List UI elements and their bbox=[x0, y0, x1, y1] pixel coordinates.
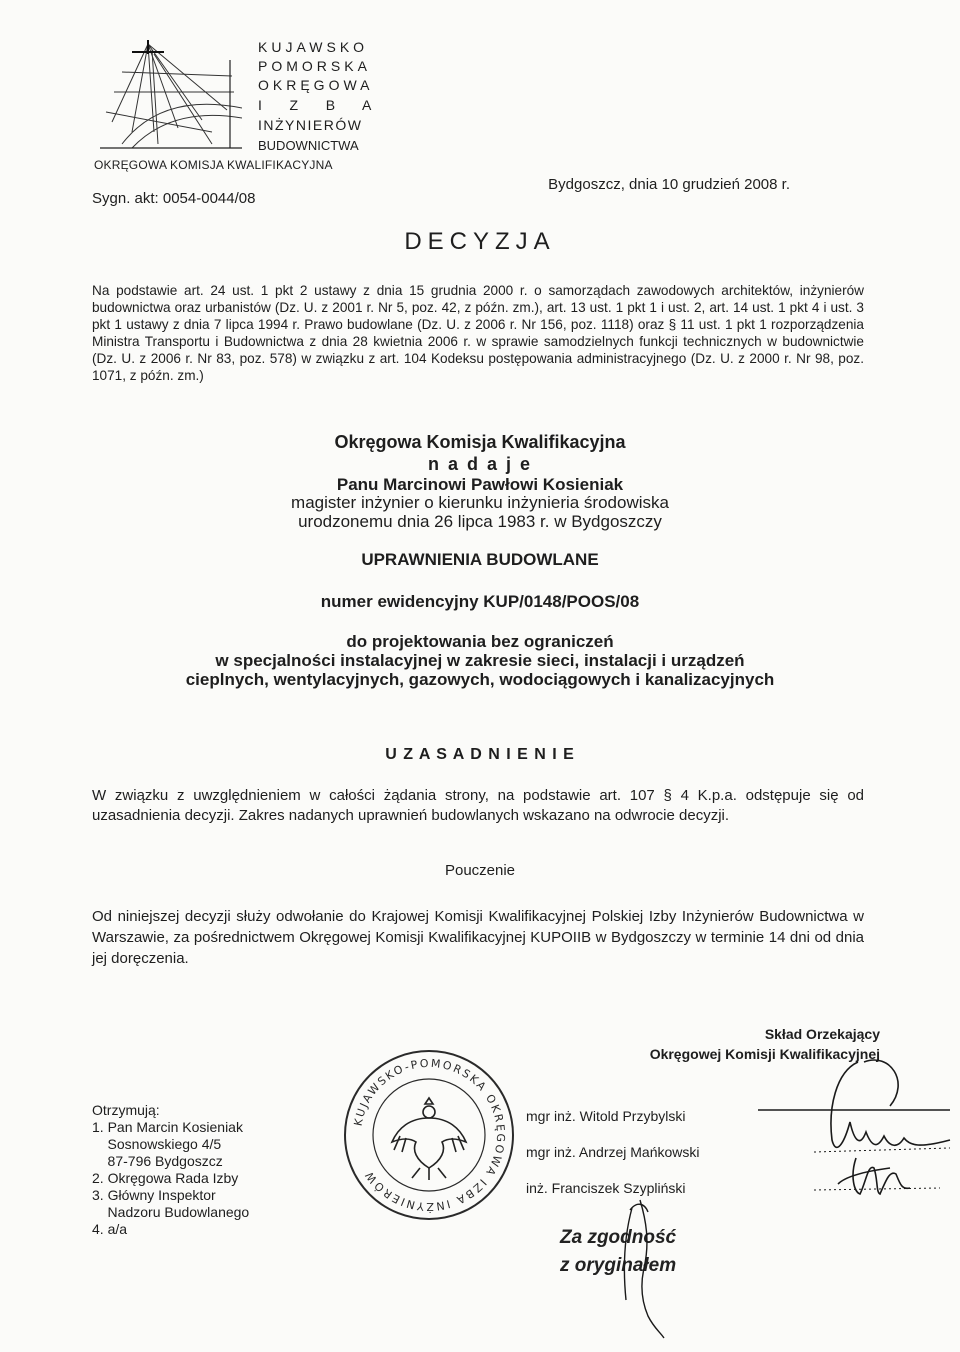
org-name-line-4: I Z B A bbox=[258, 97, 376, 113]
recipient-name: Panu Marcinowi Pawłowi Kosieniak bbox=[336, 475, 624, 494]
authority-name: Okręgowa Komisja Kwalifikacyjna bbox=[334, 432, 626, 452]
org-name-line-6: BUDOWNICTWA bbox=[258, 138, 359, 153]
handwritten-signatures bbox=[740, 1052, 954, 1222]
case-reference: Sygn. akt: 0054-0044/08 bbox=[92, 190, 256, 207]
certification-line-1: Za zgodność bbox=[560, 1227, 677, 1248]
legal-basis: Na podstawie art. 24 ust. 1 pkt 2 ustawy z dnia 15 grudnia 2000 r. o samorządach zawodowych architektów, inżynierów budownictwa oraz urbanistów (Dz. U. z 2001 r. Nr 5, poz. 42, z późn. zm.), art. 13 ust. 1 pkt 1 i ust. 2, art. 14 ust. 1 pkt 4 i ust. 3 pkt 1 ustawy z dnia 7 lipca 1994 r. Prawo budowlane (Dz. U. z 2006 r. Nr 156, poz. 1118) oraz § 11 ust. 1 pkt 1 rozporządzenia Ministra Transportu i Budownictwa z dnia 28 kwietnia 2006 r. w sprawie samodzielnych funkcji technicznych w budownictwie (Dz. U. z 2006 r. Nr 83, poz. 578) w związku z art. 104 Kodeksu postępowania administracyjnego (Dz. U. z 2000 r. Nr 98, poz. 1071, z późn. zm.) bbox=[92, 283, 864, 383]
receivers-title: Otrzymują: bbox=[92, 1102, 160, 1118]
certification-line-2: z oryginałem bbox=[560, 1255, 677, 1276]
instruction-text: Od niniejszej decyzji służy odwołanie do Krajowej Komisji Kwalifikacyjnej Polskiej Izby Inżynierów Budownictwa w Warszawie, za pośrednictwem Okręgowej Komisji Kwalifikacyjnej KUPOIIB w Bydgoszczy w terminie 14 dni od dnia jej doręczenia. bbox=[92, 908, 864, 967]
recipient-birth: urodzonemu dnia 26 lipca 1983 r. w Bydgoszczy bbox=[298, 512, 662, 531]
recipient-degree: magister inżynier o kierunku inżynieria środowiska bbox=[291, 493, 669, 512]
signatory-1: mgr inż. Witold Przybylski bbox=[526, 1108, 686, 1124]
scope-line-2: w specjalności instalacyjnej w zakresie sieci, instalacji i urządzeń bbox=[215, 651, 745, 670]
org-name-line-5: INŻYNIERÓW bbox=[258, 117, 363, 133]
receiver-line: Nadzoru Budowlanego bbox=[92, 1204, 250, 1220]
scope-line-1: do projektowania bez ograniczeń bbox=[346, 632, 614, 651]
grants-verb: n a d a j e bbox=[427, 454, 533, 474]
justification-text: W związku z uwzględnieniem w całości żądania strony, na podstawie art. 107 § 4 K.p.a. odstępuje się od uzasadnienia decyzji. Zakres nadanych uprawnień budowlanych wskazano na odwrocie decyzji. bbox=[92, 787, 864, 824]
official-stamp bbox=[340, 1046, 518, 1224]
instruction-title: Pouczenie bbox=[444, 862, 516, 879]
org-name-line-3: OKRĘGOWA bbox=[258, 77, 374, 93]
chamber-logo bbox=[92, 32, 242, 152]
receiver-line: 4. a/a bbox=[92, 1221, 128, 1237]
panel-title-line-1: Skład Orzekający bbox=[764, 1026, 880, 1042]
receiver-line: Sosnowskiego 4/5 bbox=[92, 1136, 222, 1152]
commission-name: OKRĘGOWA KOMISJA KWALIFIKACYJNA bbox=[94, 158, 333, 172]
receivers-list bbox=[92, 1102, 249, 1238]
place-date: Bydgoszcz, dnia 10 grudzień 2008 r. bbox=[548, 176, 790, 193]
scope-line-3: cieplnych, wentylacyjnych, gazowych, wodociągowych i kanalizacyjnych bbox=[185, 670, 775, 689]
registration-number: numer ewidencyjny KUP/0148/POOS/08 bbox=[320, 592, 640, 611]
org-name-line-1: KUJAWSKO bbox=[258, 39, 369, 55]
receiver-line: 2. Okręgowa Rada Izby bbox=[92, 1170, 239, 1186]
receiver-line: 1. Pan Marcin Kosieniak bbox=[92, 1119, 243, 1135]
panel-title-line-2: Okręgowej Komisji Kwalifikacyjnej bbox=[649, 1046, 880, 1062]
signatory-2: mgr inż. Andrzej Mańkowski bbox=[526, 1144, 700, 1160]
permission-title: UPRAWNIENIA BUDOWLANE bbox=[361, 550, 599, 569]
receiver-line: 3. Główny Inspektor bbox=[92, 1187, 216, 1203]
certification-signature bbox=[600, 1190, 680, 1340]
org-name-line-2: POMORSKA bbox=[258, 58, 371, 74]
document-title: DECYZJA bbox=[404, 228, 556, 255]
receiver-line: 87-796 Bydgoszcz bbox=[92, 1153, 223, 1169]
justification-title: U Z A S A D N I E N I E bbox=[385, 746, 575, 763]
signatory-3: inż. Franciszek Szypliński bbox=[526, 1180, 686, 1196]
svg-text:KUJAWSKO-POMORSKA OKRĘGOWA IZB: KUJAWSKO-POMORSKA OKRĘGOWA IZBA INŻYNIERÓW bbox=[351, 1056, 508, 1214]
